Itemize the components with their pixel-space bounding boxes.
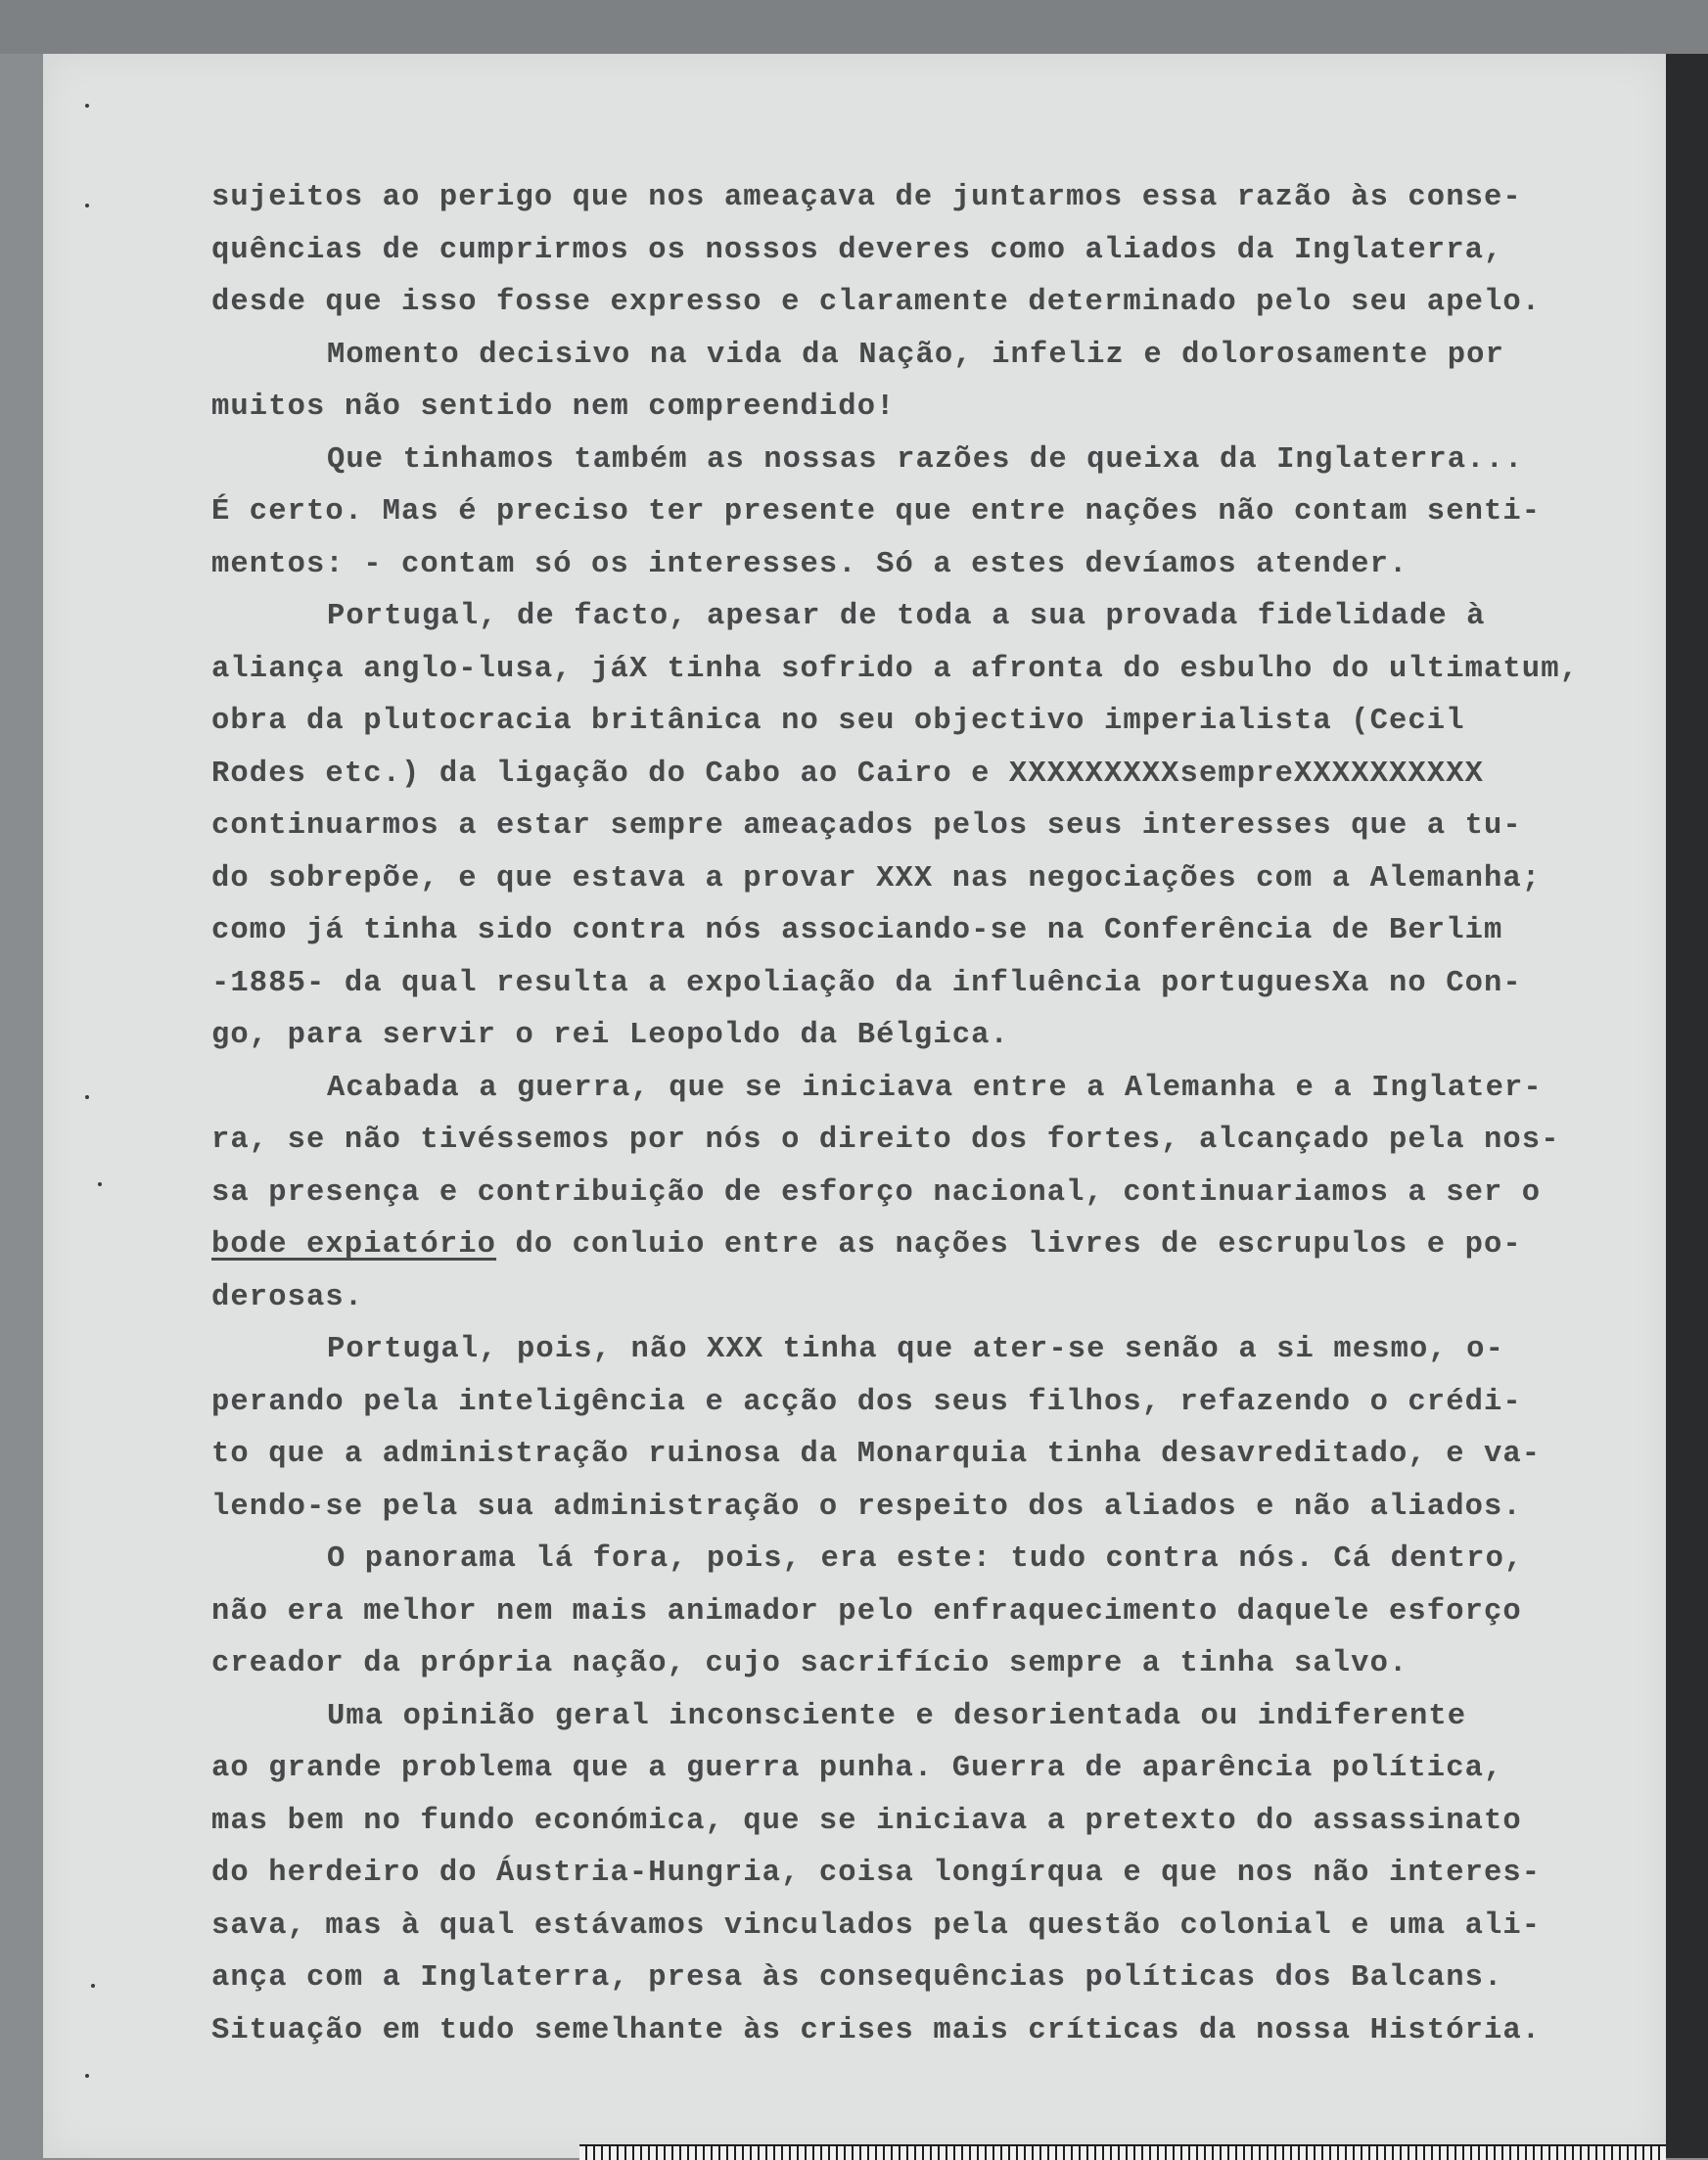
text-line: to que a administração ruinosa da Monarquia tinha desavreditado, e va- [211, 1438, 1542, 1471]
text-line: mentos: - contam só os interesses. Só a estes devíamos atender. [211, 547, 1408, 581]
text-line: do herdeiro do Áustria-Hungria, coisa longírqua e que nos não interes- [211, 1857, 1542, 1890]
text-line: Acabada a guerra, que se iniciava entre a Alemanha e a Inglater- [327, 1071, 1543, 1105]
text-line: derosas. [211, 1280, 364, 1314]
text-line: lendo-se pela sua administração o respeito dos aliados e não aliados. [211, 1490, 1522, 1524]
text-line: Momento decisivo na vida da Nação, infeliz e dolorosamente por [327, 338, 1504, 372]
text-line: Uma opinião geral inconsciente e desorientada ou indiferente [327, 1699, 1467, 1733]
text-line: Portugal, de facto, apesar de toda a sua provada fidelidade à [327, 600, 1486, 633]
text-line: mas bem no fundo económica, que se iniciava a pretexto do assassinato [211, 1804, 1522, 1838]
text-line: ao grande problema que a guerra punha. Guerra de aparência política, [211, 1752, 1503, 1785]
text-line: sujeitos ao perigo que nos ameaçava de juntarmos essa razão às conse- [211, 181, 1522, 214]
text-line: muitos não sentido nem compreendido! [211, 391, 896, 424]
text-line: ra, se não tivéssemos por nós o direito dos fortes, alcançado pela nos- [211, 1124, 1560, 1157]
text-line: Portugal, pois, não XXX tinha que ater-se senão a si mesmo, o- [327, 1333, 1504, 1366]
text-line: continuarmos a estar sempre ameaçados pelos seus interesses que a tu- [211, 809, 1522, 843]
underlined-phrase: bode expiatório [211, 1228, 497, 1262]
text-line-rest: do conluio entre as nações livres de escrupulos e po- [496, 1228, 1522, 1262]
punch-mark [85, 1095, 89, 1099]
text-line: como já tinha sido contra nós associando-se na Conferência de Berlim [211, 914, 1503, 947]
text-line: Que tinhamos também as nossas razões de queixa da Inglaterra... [327, 442, 1524, 477]
text-line: do sobrepõe, e que estava a provar XXX nas negociações com a Alemanha; [211, 861, 1542, 896]
text-line: quências de cumprirmos os nossos deveres como aliados da Inglaterra, [211, 233, 1503, 267]
punch-mark [85, 204, 89, 207]
text-line: Rodes etc.) da ligação do Cabo ao Cairo e XXXXXXXXXsempreXXXXXXXXXX [211, 757, 1484, 791]
text-line: obra da plutocracia britânica no seu objectivo imperialista (Cecil [211, 705, 1465, 738]
text-line: sava, mas à qual estávamos vinculados pela questão colonial e uma ali- [211, 1908, 1542, 1943]
text-line: -1885- da qual resulta a expoliação da influência portuguesXa no Con- [211, 966, 1522, 1000]
text-line [211, 1219, 1592, 1272]
text-line: O panorama lá fora, pois, era este: tudo contra nós. Cá dentro, [327, 1542, 1524, 1576]
text-line: Situação em tudo semelhante às crises mais críticas da nossa História. [211, 2013, 1542, 2047]
document-body [211, 172, 1592, 2057]
scan-background-right [1666, 54, 1708, 2158]
text-line: sa presença e contribuição de esforço nacional, continuariamos a ser o [211, 1175, 1542, 1210]
text-line: aliança anglo-lusa, jáX tinha sofrido a afronta do esbulho do ultimatum, [211, 652, 1580, 686]
text-line: perando pela inteligência e acção dos seus filhos, refazendo o crédi- [211, 1385, 1522, 1419]
punch-mark [91, 1984, 95, 1988]
scan-background-top [0, 0, 1708, 54]
text-line: go, para servir o rei Leopoldo da Bélgica. [211, 1019, 1009, 1052]
text-line: creador da própria nação, cujo sacrifício sempre a tinha salvo. [211, 1647, 1408, 1680]
punch-mark [98, 1182, 102, 1186]
text-line: desde que isso fosse expresso e claramente determinado pelo seu apelo. [211, 286, 1542, 319]
text-line: ança com a Inglaterra, presa às consequências políticas dos Balcans. [211, 1961, 1503, 1995]
punch-mark [85, 2074, 89, 2078]
text-line: não era melhor nem mais animador pelo enfraquecimento daquele esforço [211, 1594, 1522, 1629]
punch-mark [85, 104, 89, 108]
text-line: É certo. Mas é preciso ter presente que entre nações não contam senti- [211, 495, 1542, 529]
